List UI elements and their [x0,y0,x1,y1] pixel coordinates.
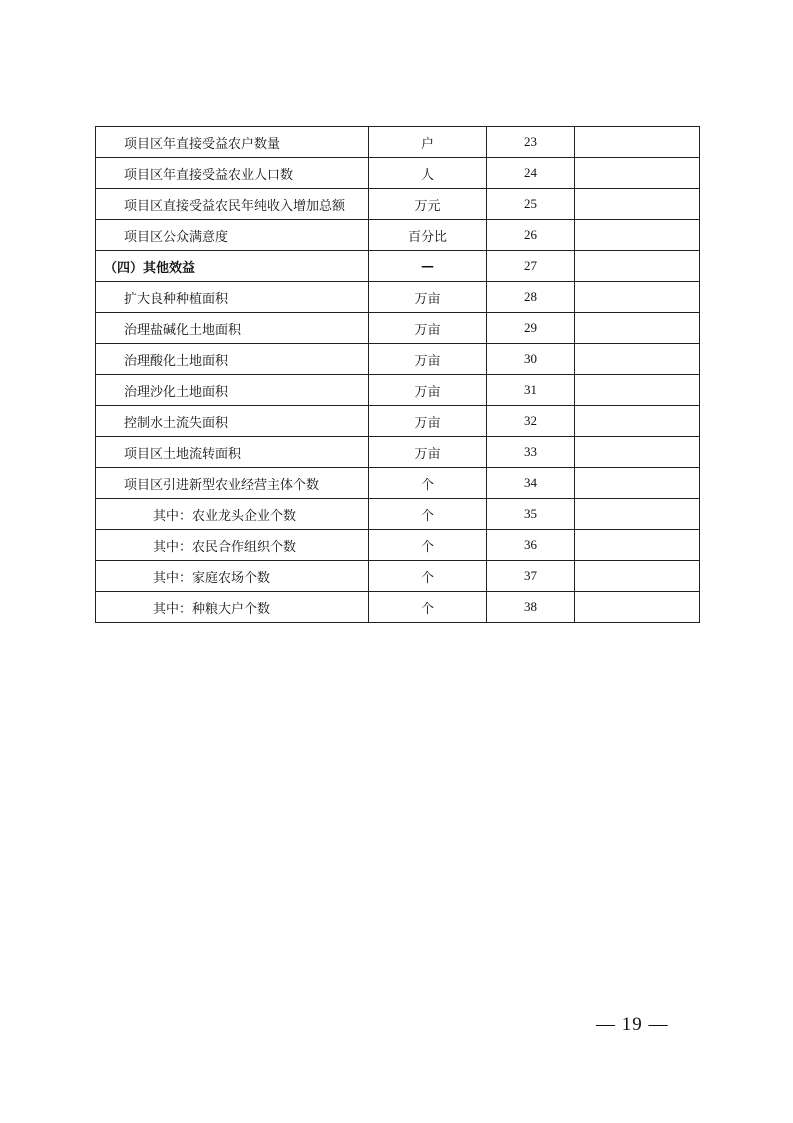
table-row [96,375,700,406]
indicator-unit: 万元 [369,189,487,220]
indicator-value-cell [575,282,700,313]
indicator-value-cell [575,592,700,623]
indicator-name: 项目区土地流转面积 [96,437,369,468]
table-row [96,127,700,158]
indicator-unit: 个 [369,561,487,592]
indicator-code: 33 [487,437,575,468]
indicator-code: 27 [487,251,575,282]
indicator-value-cell [575,530,700,561]
indicator-name: 项目区年直接受益农业人口数 [96,158,369,189]
page-number: — 19 — [596,1014,669,1035]
indicator-table [95,126,700,623]
indicator-name: 扩大良种种植面积 [96,282,369,313]
indicator-value-cell [575,127,700,158]
indicator-code: 26 [487,220,575,251]
table-row [96,313,700,344]
indicator-unit: 万亩 [369,437,487,468]
indicator-code: 32 [487,406,575,437]
indicator-name: 项目区公众满意度 [96,220,369,251]
indicator-name: 项目区引进新型农业经营主体个数 [96,468,369,499]
indicator-code: 34 [487,468,575,499]
indicator-code: 37 [487,561,575,592]
table-row [96,158,700,189]
indicator-value-cell [575,251,700,282]
indicator-code: 38 [487,592,575,623]
indicator-unit: 百分比 [369,220,487,251]
indicator-unit: — [369,251,487,282]
table-row [96,344,700,375]
indicator-value-cell [575,468,700,499]
indicator-value-cell [575,406,700,437]
indicator-value-cell [575,313,700,344]
table-row [96,592,700,623]
indicator-name: 其中：农民合作组织个数 [96,530,369,561]
indicator-unit: 个 [369,592,487,623]
table-section-row [96,251,700,282]
indicator-name: 项目区直接受益农民年纯收入增加总额 [96,189,369,220]
table-row [96,189,700,220]
indicator-name: 治理酸化土地面积 [96,344,369,375]
indicator-code: 31 [487,375,575,406]
table-row [96,530,700,561]
indicator-name: 治理盐碱化土地面积 [96,313,369,344]
indicator-code: 24 [487,158,575,189]
indicator-code: 25 [487,189,575,220]
indicator-name: 其中：农业龙头企业个数 [96,499,369,530]
indicator-value-cell [575,499,700,530]
indicator-value-cell [575,220,700,251]
indicator-value-cell [575,561,700,592]
indicator-unit: 万亩 [369,344,487,375]
indicator-unit: 个 [369,468,487,499]
indicator-code: 28 [487,282,575,313]
indicator-name: 项目区年直接受益农户数量 [96,127,369,158]
indicator-value-cell [575,375,700,406]
table-row [96,499,700,530]
indicator-name: 治理沙化土地面积 [96,375,369,406]
indicator-name: 其中：种粮大户个数 [96,592,369,623]
indicator-code: 23 [487,127,575,158]
table-row [96,406,700,437]
table-row [96,437,700,468]
indicator-name: 控制水土流失面积 [96,406,369,437]
indicator-unit: 万亩 [369,313,487,344]
table-row [96,561,700,592]
table-row [96,282,700,313]
indicator-code: 30 [487,344,575,375]
indicator-unit: 万亩 [369,375,487,406]
indicator-unit: 个 [369,530,487,561]
indicator-unit: 万亩 [369,282,487,313]
indicator-unit: 户 [369,127,487,158]
indicator-value-cell [575,344,700,375]
indicator-unit: 人 [369,158,487,189]
indicator-name: （四）其他效益 [96,251,369,282]
table-row [96,468,700,499]
indicator-code: 29 [487,313,575,344]
indicator-code: 35 [487,499,575,530]
indicator-name: 其中：家庭农场个数 [96,561,369,592]
indicator-value-cell [575,158,700,189]
table-row [96,220,700,251]
indicator-value-cell [575,437,700,468]
indicator-code: 36 [487,530,575,561]
indicator-unit: 万亩 [369,406,487,437]
indicator-value-cell [575,189,700,220]
indicator-unit: 个 [369,499,487,530]
indicator-table-body [96,127,700,623]
